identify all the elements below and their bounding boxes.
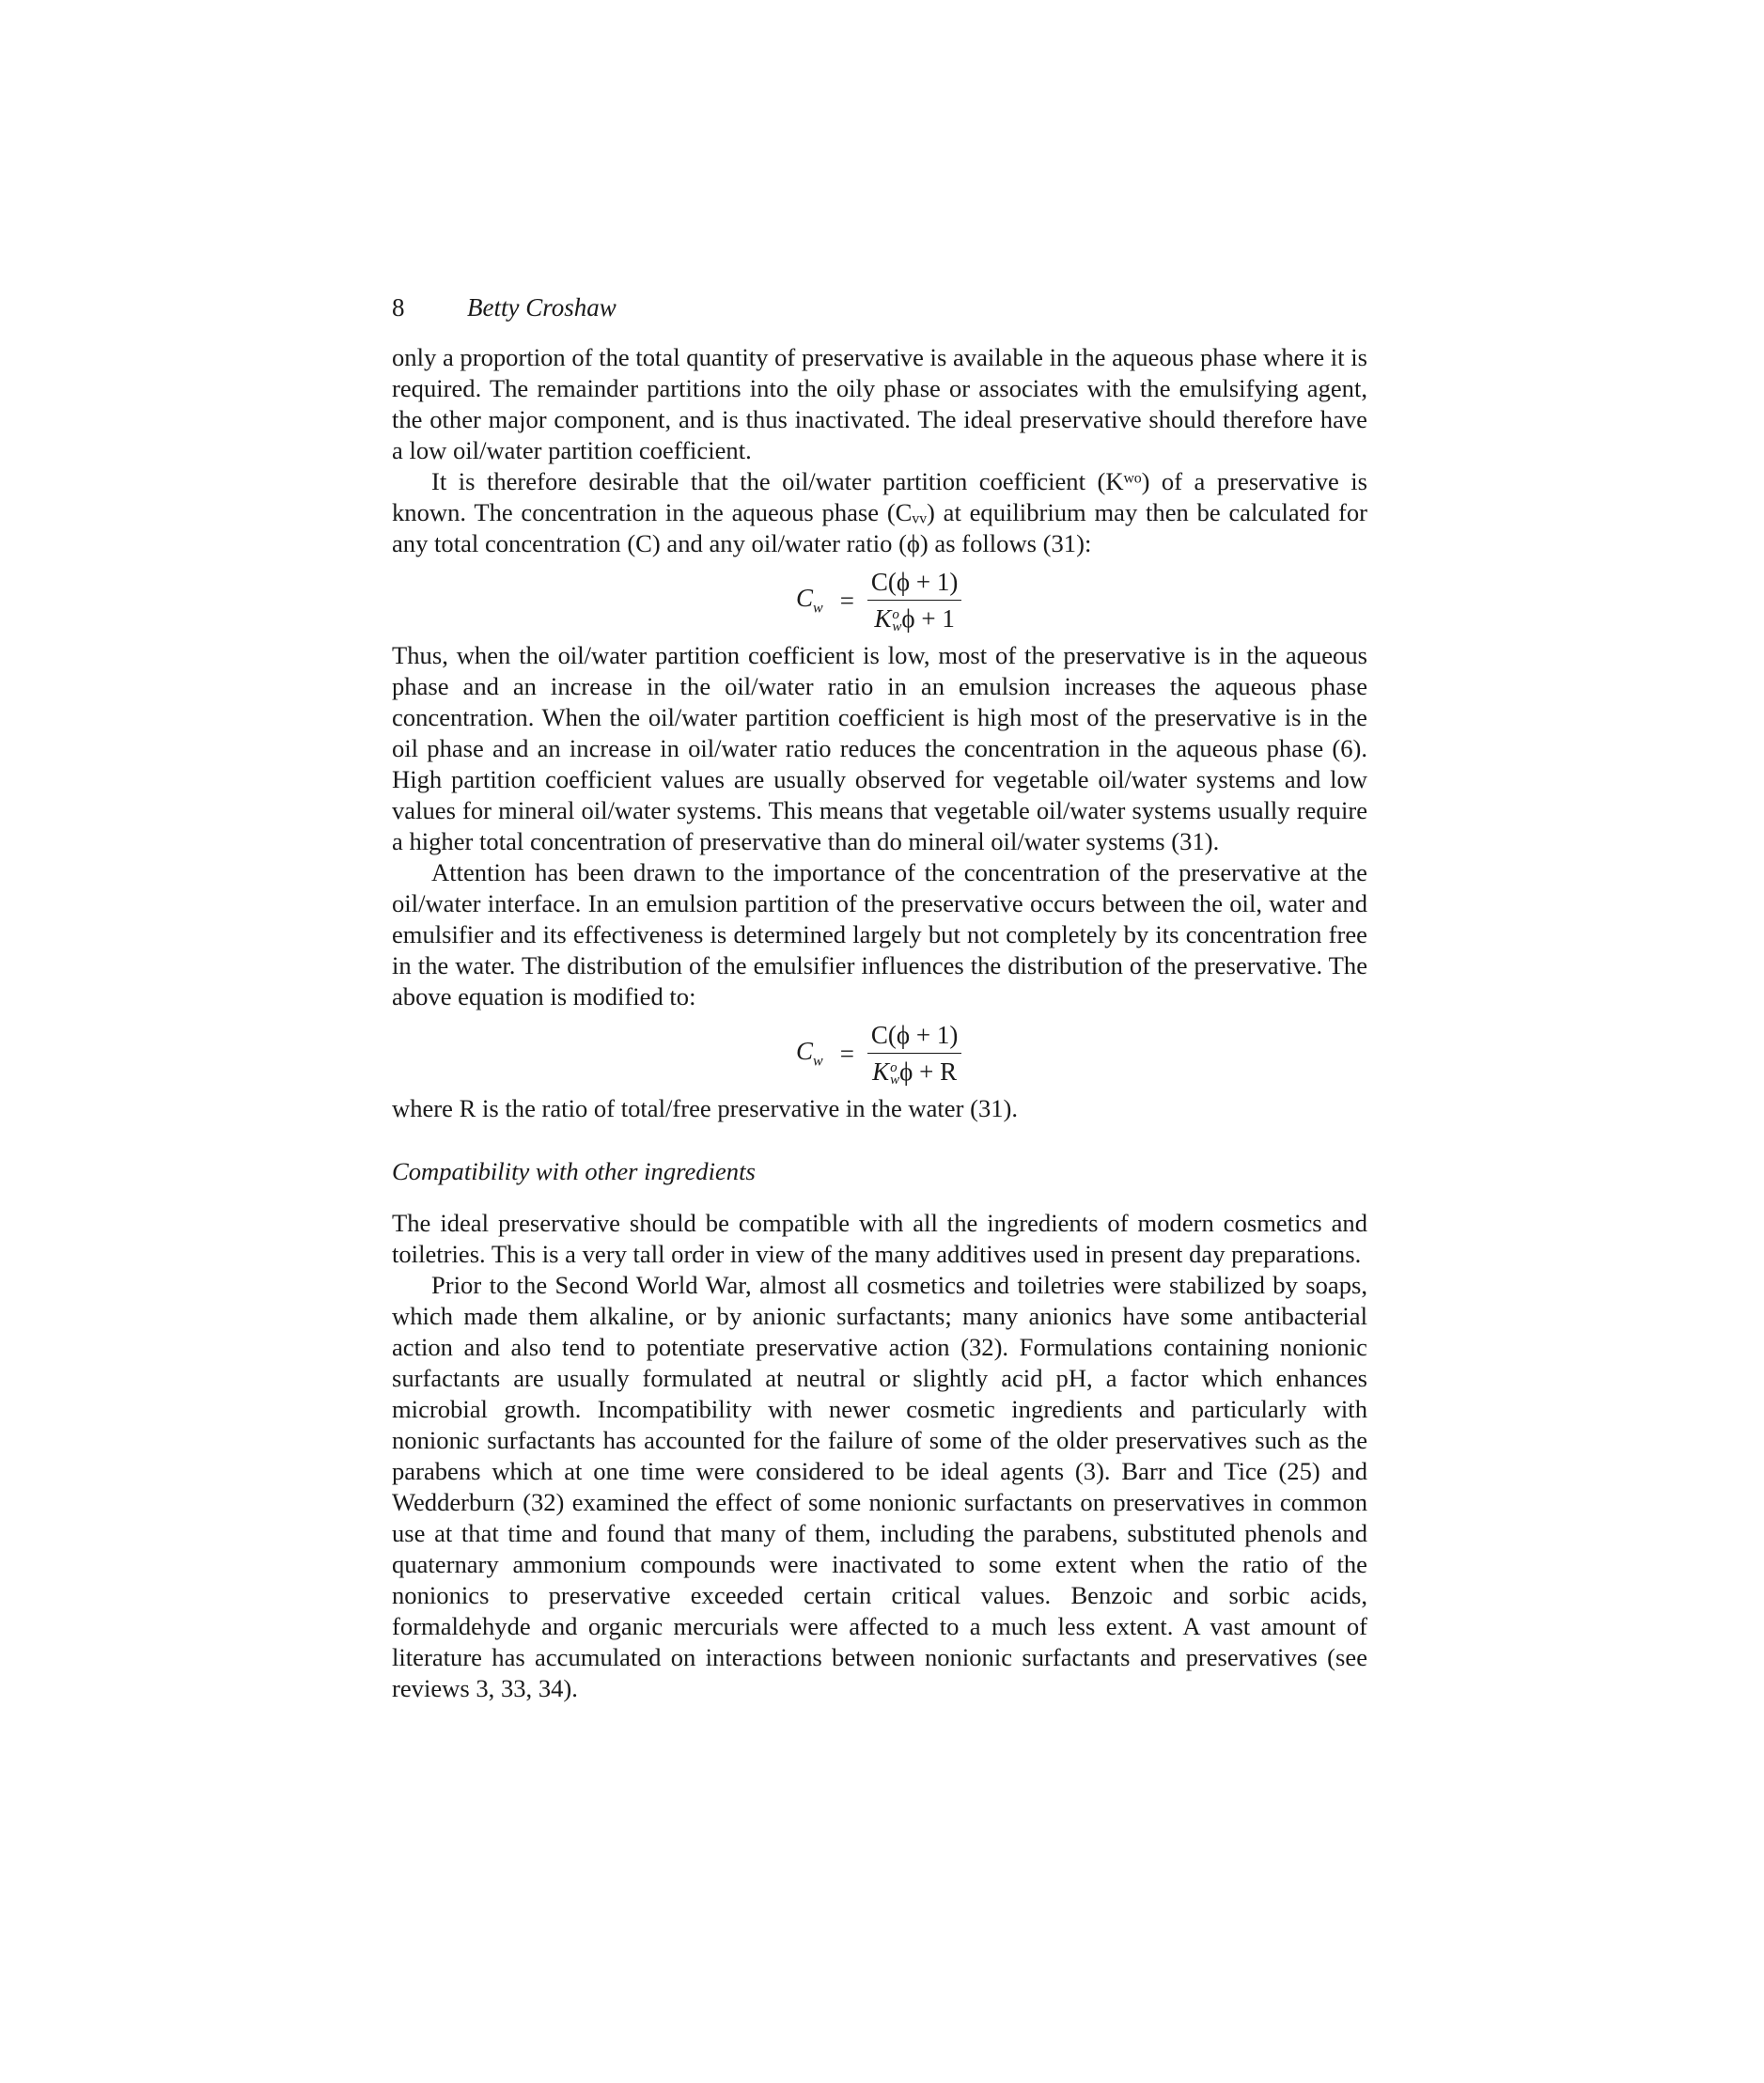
equation-2-denominator: K o w ϕ + R	[872, 1057, 958, 1088]
equation-1-lhs: $C_w$	[796, 584, 823, 617]
running-head	[392, 291, 1367, 323]
section-heading: Compatibility with other ingredients	[392, 1157, 756, 1185]
document-page	[392, 291, 1367, 1704]
paragraph-interface: Attention has been drawn to the importance of the concentration of the preservative at the oil/water interface. In an emulsion partition of the preservative occurs between the oil, water and emulsifier and its effectiveness is determined largely but not completely by its concentration free in the water. The distribution of the emulsifier influences the distribution of the preservative. The above equation is modified to:	[392, 858, 1367, 1010]
paragraph-history: Prior to the Second World War, almost all cosmetics and toiletries were stabilized by soaps, which made them alkaline, or by anionic surfactants; many anionics have some antibacterial action and also tend to potentiate preservative action (32). Formulations containing nonionic surfactants are usually formulated at neutral or slightly acid pH, a factor which enhances microbial growth. Incompatibility with newer cosmetic ingredients and particularly with nonionic surfactants has accounted for the failure of some of the older preservatives such as the parabens which at one time were considered to be ideal agents (3). Barr and Tice (25) and Wedderburn (32) examined the effect of some nonionic surfactants on preservatives in common use at that time and found that many of them, including the parabens, substituted phenols and quaternary ammonium compounds were inactivated to some extent when the ratio of the nonionics to preservative exceeded certain critical values. Benzoic and sorbic acids, formaldehyde and organic mercurials were affected to a much less extent. A vast amount of literature has accumulated on interactions between nonionic surfactants and preservatives (see reviews 3, 33, 34).	[392, 1271, 1367, 1702]
equation-2-lhs: $C_w$	[796, 1037, 823, 1070]
paragraph-partition-coefficient: It is therefore desirable that the oil/water partition coefficient (Kʷᵒ) of a preservative is known. The concentration in the aqueous phase (Cᵥᵥ) at equilibrium may then be calculated for any total concentration (C) and any oil/water ratio (ϕ) as follows (31):	[392, 467, 1367, 557]
equation-1-numerator: C(ϕ + 1)	[867, 568, 961, 601]
paragraph-compatibility: The ideal preservative should be compatible with all the ingredients of modern cosmetics and toiletries. This is a very tall order in view of the many additives used in present day preparations.	[392, 1209, 1367, 1268]
equation-2-numerator: C(ϕ + 1)	[867, 1021, 961, 1054]
equation-2-fraction	[867, 1021, 961, 1087]
page-number: 8	[392, 293, 405, 321]
equation-1-fraction	[867, 568, 961, 634]
equation-2-equals: =	[839, 1039, 854, 1068]
paragraph-partition-effects: Thus, when the oil/water partition coefficient is low, most of the preservative is in the aqueous phase and an increase in the oil/water ratio in an emulsion increases the aqueous phase concentration. When the oil/water partition coefficient is high most of the preservative is in the oil phase and an increase in oil/water ratio reduces the concentration in the aqueous phase (6). High partition coefficient values are usually observed for vegetable oil/water systems and low values for mineral oil/water systems. This means that vegetable oil/water systems usually require a higher total concentration of preservative than do mineral oil/water systems (31).	[392, 641, 1367, 855]
author-name: Betty Croshaw	[467, 293, 617, 321]
equation-1-denominator: K o w ϕ + 1	[874, 604, 955, 634]
paragraph-intro: only a proportion of the total quantity of preservative is available in the aqueous phase where it is required. The remainder partitions into the oily phase or associates with the emulsifying agent, the other major component, and is thus inactivated. The ideal preservative should therefore have a low oil/water partition coefficient.	[392, 343, 1367, 464]
equation-1-equals: =	[839, 586, 854, 615]
equation-1	[392, 563, 1367, 638]
equation-2	[392, 1016, 1367, 1091]
paragraph-where-r: where R is the ratio of total/free preservative in the water (31).	[392, 1094, 1019, 1122]
